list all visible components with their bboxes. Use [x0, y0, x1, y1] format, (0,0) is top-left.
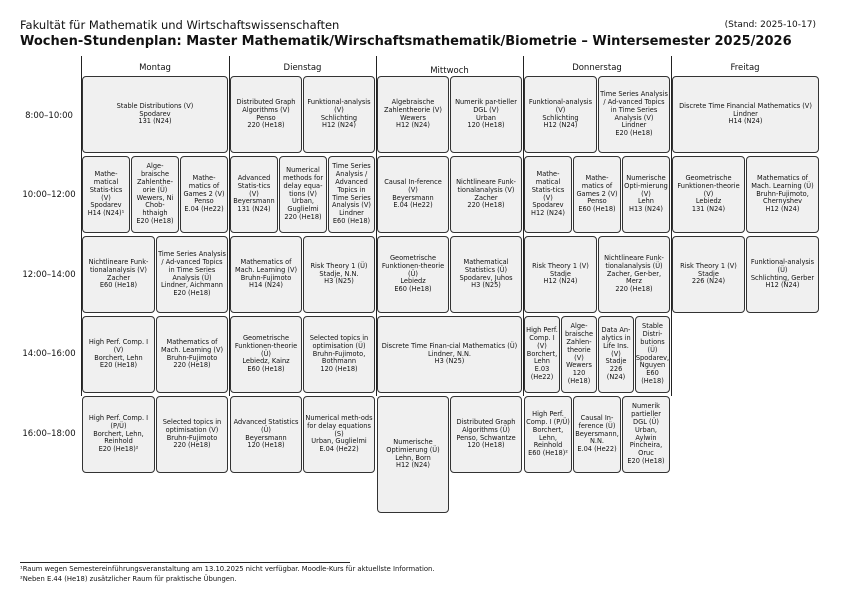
event-card[interactable] [180, 156, 228, 233]
event-room: E60 (He18) [247, 365, 285, 374]
event-room: 220 (He18) [173, 441, 211, 450]
event-lecturer: Beyersmann [233, 197, 275, 206]
event-room: E.03 (He22) [530, 365, 554, 382]
event-room: 131 (N24) [237, 205, 271, 214]
event-room: E20 (He18) [627, 457, 665, 466]
event-title: Nichtlineare Funk-tionalanalysis (V) [88, 257, 149, 274]
event-card[interactable] [303, 316, 375, 393]
event-lecturer: Zacher [474, 193, 498, 202]
event-room: E60 (He18) [99, 281, 138, 290]
event-lecturer: Borchert, Lehn [94, 353, 143, 362]
event-room: E60 (He18) [394, 285, 432, 294]
event-lecturer: Bruhn-Fujimoto, Bothmann [312, 349, 366, 366]
event-room: H13 (N24) [629, 205, 663, 214]
event-card[interactable] [635, 316, 670, 393]
event-room: 120 (He18) [247, 441, 285, 450]
event-title: Mathematics of Mach. Learning (Ü) [751, 173, 814, 190]
event-card[interactable] [672, 236, 745, 313]
event-title: Geometrische Funktionen-theorie (V) [677, 173, 740, 198]
event-title: High Perf. Comp. I (V) [88, 337, 149, 354]
event-title: Data An-alytics in Life Ins. (V) [601, 325, 631, 358]
event-lecturer: Urban, Guglielmi [311, 437, 367, 446]
event-card[interactable] [573, 156, 621, 233]
event-card[interactable] [524, 156, 572, 233]
event-room: H14 (N24) [728, 117, 763, 126]
day-header-friday: Freitag [730, 63, 760, 73]
event-lecturer: Lindner [733, 109, 758, 118]
event-title: Mathematics of Mach. Learning (V) [160, 337, 224, 354]
event-room: H12 (N24) [543, 121, 578, 130]
event-title: Discrete Time Financial Mathematics (V) [679, 101, 812, 110]
stand-date: (Stand: 2025-10-17) [724, 20, 816, 30]
event-lecturer: Wewers, Ni Chob-hthaigh [136, 193, 174, 218]
event-title: Numerik par-tieller DGL (V) [455, 97, 517, 114]
event-card[interactable] [450, 156, 522, 233]
event-lecturer: Zacher [106, 273, 131, 282]
event-title: High Perf. Comp. I (P/Ü) [88, 413, 149, 430]
event-card[interactable] [377, 156, 449, 233]
event-room: E.04 (He22) [577, 445, 617, 454]
event-card[interactable] [230, 76, 302, 153]
event-card[interactable] [598, 76, 670, 153]
event-card[interactable] [82, 236, 155, 313]
event-card[interactable] [524, 396, 572, 473]
event-card[interactable] [450, 76, 522, 153]
event-title: Numerical meth-ods for delay equations (S) [305, 413, 373, 438]
event-lecturer: Spodarev [532, 201, 564, 210]
event-card[interactable] [230, 396, 302, 473]
event-card[interactable] [303, 396, 375, 473]
event-card[interactable] [622, 156, 670, 233]
event-title: Distributed Graph Algorithms (V) [236, 97, 296, 114]
event-title: Time Series Analysis / Advanced Topics in Time Series Analysis (V) [332, 161, 371, 210]
day-header-monday: Montag [139, 63, 171, 73]
event-lecturer: Bruhn-Fujimoto [240, 273, 292, 282]
event-title: Risk Theory 1 (V) [680, 261, 737, 270]
event-room: E20 (He18) [99, 361, 138, 370]
event-card[interactable] [377, 236, 449, 313]
event-title: Geometrische Funktionen-theorie (Ü) [381, 253, 445, 278]
event-title: High Perf. Comp. I (V) [526, 325, 558, 350]
event-title: Nichtlineare Funk-tionalanalysis (Ü) [604, 253, 664, 270]
event-lecturer: Lindner, N.N. [427, 349, 472, 358]
event-card[interactable] [377, 316, 522, 393]
event-room: E60 (He18)² [528, 449, 568, 458]
event-title: Advanced Statistics (Ü) [233, 417, 299, 434]
event-lecturer: Stadje [698, 269, 719, 278]
event-title: High Perf. Comp. I (P/Ü) [526, 409, 570, 426]
event-card[interactable] [303, 236, 375, 313]
time-slot-label: 12:00–14:00 [22, 270, 76, 280]
page-title: Wochen-Stundenplan: Master Mathematik/Wirschaftsmathematik/Biometrie – Wintersemester 2025/2026 [20, 34, 792, 49]
event-title: Geometrische Funktionen-theorie (Ü) [234, 333, 298, 358]
event-card[interactable] [672, 76, 819, 153]
event-room: 120 (He18) [320, 365, 358, 374]
event-room: 131 (N24) [691, 205, 726, 214]
event-card[interactable] [622, 396, 670, 473]
event-title: Risk Theory 1 (V) [532, 261, 589, 270]
event-card[interactable] [82, 156, 130, 233]
event-card[interactable] [746, 236, 819, 313]
event-room: H12 (N24) [396, 461, 430, 470]
time-slot-label: 8:00–10:00 [25, 111, 73, 121]
event-lecturer: Penso, Schwantze [456, 433, 516, 442]
event-card[interactable] [524, 316, 560, 393]
day-header-tuesday: Dienstag [283, 63, 322, 73]
event-card[interactable] [156, 396, 228, 473]
event-title: Numerik partieller DGL (Ü) [631, 401, 661, 426]
event-title: Mathe-matics of Games 2 (V) [183, 173, 225, 198]
event-title: Advanced Statis-tics (V) [237, 173, 271, 198]
event-lecturer: Spodarev, Juhos [459, 273, 513, 282]
time-slot-label: 16:00–18:00 [22, 429, 76, 439]
event-room: 220 (He18) [284, 213, 322, 222]
event-lecturer: Lebiedz [400, 277, 426, 286]
event-lecturer: Lindner [621, 121, 647, 130]
event-lecturer: Lindner, Aichmann [161, 281, 223, 290]
event-title: Time Series Analysis / Ad-vanced Topics in Time Series Analysis (Ü) [158, 249, 226, 282]
event-title: Mathematics of Mach. Learning (V) [234, 257, 298, 274]
event-card[interactable] [156, 236, 228, 313]
event-lecturer: Beyersmann [245, 433, 287, 442]
event-lecturer: Wewers [566, 361, 592, 370]
event-card[interactable] [450, 236, 522, 313]
event-lecturer: Beyersmann, N.N. [575, 429, 619, 446]
event-lecturer: Lindner [339, 209, 364, 218]
event-title: Mathe-matical Statis-tics (V) [89, 169, 123, 202]
event-lecturer: Schlichting [320, 113, 358, 122]
event-title: Funktional-analysis (V) [528, 97, 593, 114]
event-lecturer: Lebiedz [695, 197, 722, 206]
event-lecturer: Borchert, Lehn [526, 349, 558, 366]
event-room: H12 (N24) [543, 277, 578, 286]
day-header-wednesday: Mittwoch [430, 66, 469, 76]
event-lecturer: Schlichting, Gerber [750, 273, 815, 282]
event-room: E.04 (He22) [319, 445, 359, 454]
event-room: E60 (He18) [641, 369, 664, 386]
event-room: 220 (He18) [173, 361, 211, 370]
event-title: Mathe-matical Statis-tics (V) [531, 169, 565, 202]
event-card[interactable] [230, 316, 302, 393]
event-title: Mathematical Statistics (Ü) [463, 257, 509, 274]
event-title: Funktional-analysis (Ü) [750, 257, 815, 274]
event-card[interactable] [377, 396, 449, 513]
footnote-1: ¹Raum wegen Semestereinführungsveranstaltung am 13.10.2025 nicht verfügbar. Moodle-Kurs für aktuellste Information. [20, 565, 435, 573]
event-room: 220 (He18) [247, 121, 285, 130]
event-room: 226 (N24) [606, 365, 626, 382]
event-lecturer: Penso [587, 197, 607, 206]
event-card[interactable] [279, 156, 327, 233]
event-lecturer: Stadje [605, 357, 627, 366]
event-card[interactable] [598, 316, 634, 393]
event-room: 120 (He18) [467, 441, 505, 450]
event-room: H3 (N25) [324, 277, 354, 286]
event-room: H3 (N25) [471, 281, 501, 290]
event-room: H3 (N25) [434, 357, 465, 366]
event-lecturer: Spodarev [139, 109, 171, 118]
event-title: Distributed Graph Algorithms (Ü) [456, 417, 516, 434]
event-title: Mathe-matics of Games 2 (V) [576, 173, 618, 198]
event-room: 220 (He18) [467, 201, 505, 210]
event-room: 220 (He18) [615, 285, 653, 294]
event-lecturer: Lehn [638, 197, 654, 206]
event-lecturer: Urban, Aylwin Pincheira, Oruc [629, 425, 663, 458]
event-card[interactable] [573, 396, 621, 473]
event-title: Selected topics in optimisation (Ü) [309, 333, 369, 350]
event-title: Stable Distributions (V) [116, 101, 194, 110]
event-room: 226 (N24) [691, 277, 726, 286]
event-room: H12 (N24) [765, 281, 800, 290]
event-card[interactable] [450, 396, 522, 473]
event-room: E20 (He18) [136, 217, 174, 226]
event-card[interactable] [524, 76, 597, 153]
event-card[interactable] [746, 156, 819, 233]
event-title: Causal In-ference (Ü) [578, 413, 616, 430]
event-card[interactable] [131, 156, 179, 233]
event-lecturer: Beyersmann [392, 193, 434, 202]
event-room: H12 (N24) [765, 205, 800, 214]
event-card[interactable] [156, 316, 228, 393]
event-card[interactable] [524, 236, 597, 313]
event-room: E20 (He18)² [98, 445, 139, 454]
event-title: Time Series Analysis / Ad-vanced Topics in Time Series Analysis (V) [600, 89, 668, 122]
event-lecturer: Bruhn-Fujimoto [166, 433, 218, 442]
event-room: E.04 (He22) [184, 205, 224, 214]
event-title: Stable Distri-butions (Ü) [640, 321, 665, 354]
event-lecturer: Spodarev [90, 201, 122, 210]
event-title: Discrete Time Finan-cial Mathematics (Ü) [381, 341, 518, 350]
footnote-divider [20, 562, 350, 563]
faculty-name: Fakultät für Mathematik und Wirtschaftswissenschaften [20, 18, 340, 32]
event-title: Numerische Optimierung (Ü) [386, 437, 440, 454]
event-card[interactable] [303, 76, 375, 153]
event-title: Nichtlineare Funk-tionalanalysis (V) [456, 177, 516, 194]
event-room: H14 (N24)¹ [87, 209, 125, 218]
event-lecturer: Penso [256, 113, 276, 122]
event-lecturer: Zacher, Ger-ber, Merz [606, 269, 662, 286]
day-header-thursday: Donnerstag [572, 63, 622, 73]
time-slot-label: 14:00–16:00 [22, 349, 76, 359]
event-card[interactable] [598, 236, 670, 313]
event-room: E20 (He18) [615, 129, 653, 138]
event-lecturer: Bruhn-Fujimoto, Chernyshev [756, 189, 809, 206]
event-title: Selected topics in optimisation (V) [162, 417, 222, 434]
event-room: 131 (N24) [138, 117, 172, 126]
event-lecturer: Urban [476, 113, 496, 122]
event-lecturer: Wewers [400, 113, 426, 122]
event-card[interactable] [230, 156, 278, 233]
event-room: H12 (N24) [322, 121, 356, 130]
event-room: H12 (N24) [396, 121, 430, 130]
event-room: E60 (He18) [578, 205, 616, 214]
event-lecturer: Spodarev, Nguyen [635, 353, 670, 370]
event-lecturer: Borchert, Lehn, Reinhold [93, 429, 144, 446]
event-lecturer: Penso [194, 197, 214, 206]
event-room: 120 (He18) [567, 369, 591, 386]
event-card[interactable] [82, 316, 155, 393]
event-lecturer: Schlichting [542, 113, 579, 122]
event-lecturer: Urban, Guglielmi [287, 197, 319, 214]
event-lecturer: Lehn, Born [395, 453, 431, 462]
event-title: Numerical methods for delay equa-tions (V) [282, 165, 324, 198]
event-lecturer: Stadje [550, 269, 571, 278]
event-card[interactable] [328, 156, 375, 233]
event-card[interactable] [82, 76, 228, 153]
event-lecturer: Borchert, Lehn, Reinhold [532, 425, 564, 450]
event-title: Algebraische Zahlentheorie (V) [383, 97, 442, 114]
event-lecturer: Bruhn-Fujimoto [166, 353, 218, 362]
event-title: Causal In-ference (V) [384, 177, 442, 194]
time-slot-label: 10:00–12:00 [22, 190, 76, 200]
event-room: E60 (He18) [332, 217, 371, 226]
event-card[interactable] [672, 156, 745, 233]
event-card[interactable] [82, 396, 155, 473]
event-title: Risk Theory 1 (Ü) [310, 261, 368, 270]
footnote-2: ²Neben E.44 (He18) zusätzlicher Raum für praktische Übungen. [20, 575, 237, 583]
event-title: Funktional-analysis (V) [307, 97, 371, 114]
event-title: Alge-braische Zahlen-theorie (V) [564, 321, 594, 362]
event-room: E.04 (He22) [393, 201, 433, 210]
event-room: H12 (N24) [531, 209, 565, 218]
event-card[interactable] [230, 236, 302, 313]
event-card[interactable] [377, 76, 449, 153]
event-room: E20 (He18) [173, 289, 211, 298]
event-title: Alge-braische Zahlenthe-orie (Ü) [136, 161, 173, 194]
event-lecturer: Lebiedz, Kainz [242, 357, 290, 366]
event-title: Numerische Opti-mierung (V) [624, 173, 668, 198]
event-lecturer: Stadje, N.N. [319, 269, 359, 278]
event-room: H14 (N24) [249, 281, 283, 290]
event-card[interactable] [561, 316, 597, 393]
event-room: 120 (He18) [467, 121, 505, 130]
